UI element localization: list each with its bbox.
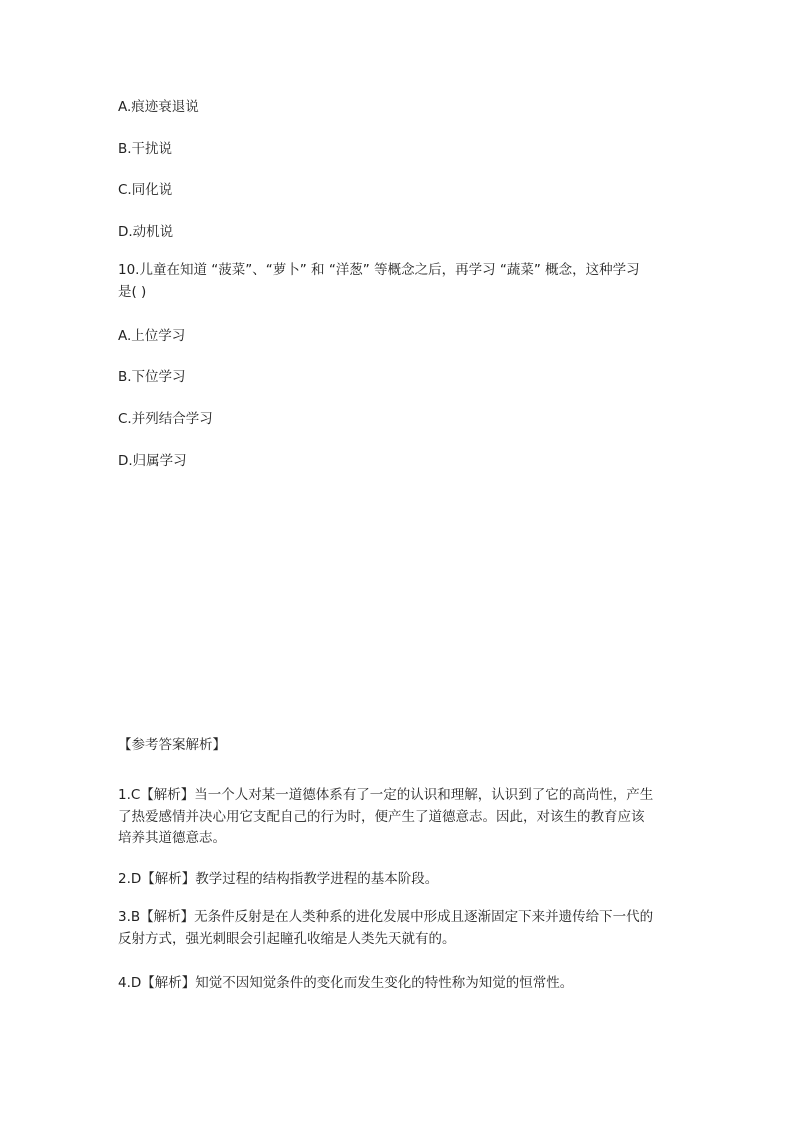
q10-stem-line2: 是( ) [118,284,147,300]
answer-heading: 【参考答案解析】 [118,737,226,753]
q9-option-d: D.动机说 [118,224,174,240]
q10-stem-line1: 10.儿童在知道 “菠菜”、“萝卜” 和 “洋葱” 等概念之后，再学习 “蔬菜” 概念，这种学习 [118,262,640,278]
q10-option-b: B.下位学习 [118,369,186,385]
answer-1-line3: 培养其道德意志。 [118,830,226,846]
answer-2-line1: 2.D【解析】教学过程的结构指教学进程的基本阶段。 [118,871,439,887]
q10-option-c: C.并列结合学习 [118,411,213,427]
answer-1-line1: 1.C【解析】当一个人对某一道德体系有了一定的认识和理解，认识到了它的高尚性，产生 [118,787,654,803]
q9-option-a: A.痕迹衰退说 [118,99,199,115]
answer-3-line1: 3.B【解析】无条件反射是在人类种系的进化发展中形成且逐渐固定下来并遗传给下一代的 [118,909,654,925]
q10-option-d: D.归属学习 [118,453,187,469]
q9-option-c: C.同化说 [118,182,173,198]
q9-option-b: B.干扰说 [118,141,173,157]
q10-option-a: A.上位学习 [118,328,186,344]
answer-1-line2: 了热爱感情并决心用它支配自己的行为时，便产生了道德意志。因此，对该生的教育应该 [118,809,645,825]
answer-3-line2: 反射方式，强光刺眼会引起瞳孔收缩是人类先天就有的。 [118,931,456,947]
answer-4-line1: 4.D【解析】知觉不因知觉条件的变化而发生变化的特性称为知觉的恒常性。 [118,975,574,991]
